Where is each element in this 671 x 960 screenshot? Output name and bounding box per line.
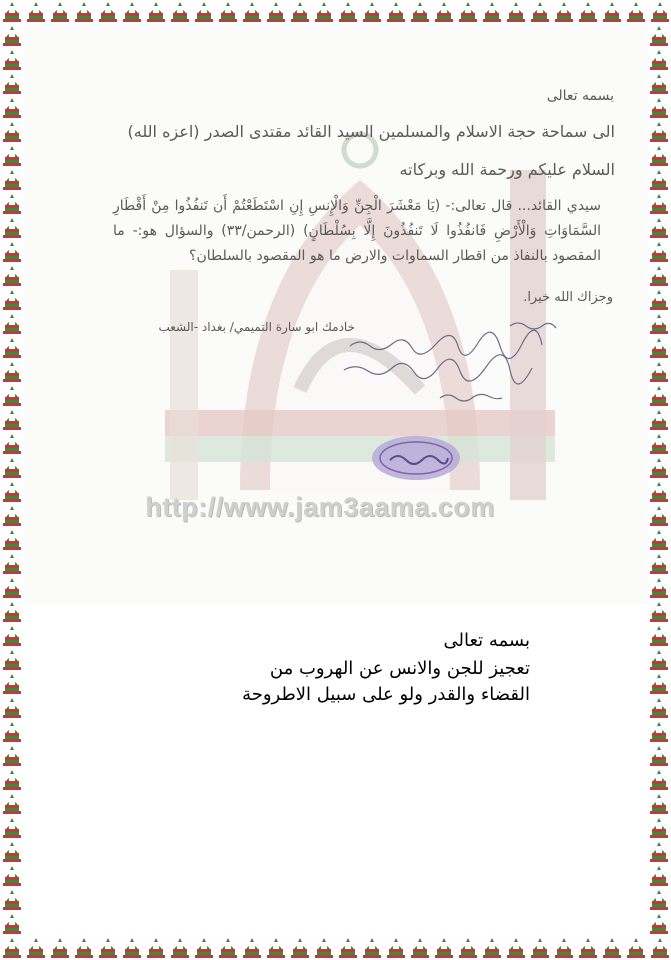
letter-body: سيدي القائد... قال تعالى:- (يَا مَعْشَرَ الْجِنِّ وَالْإِنسِ إِنِ اسْتَطَعْتُمْ أَن تَنفُذُوا مِنْ أَقْطَارِ السَّمَاوَاتِ وَالْأَرْضِ فَانفُذُوا لَا تَنفُذُونَ إِلَّا بِسُلْطَانٍ) (الرحمن/٣٣) والسؤال هو:- ما المقصود بالنفاذ من اقطار السماوات والارض ما هو المقصود بالسلطان؟ (113, 198, 601, 264)
border-right (647, 24, 671, 936)
handwritten-reply (330, 312, 570, 422)
seal-stamp (368, 432, 464, 484)
letter-signature: خادمك ابو سارة التميمي/ بغداد -الشعب (158, 320, 355, 334)
answer-line-2: تعجيز للجن والانس عن الهروب من (269, 658, 530, 679)
border-bottom (0, 936, 671, 960)
border-top (0, 0, 671, 24)
watermark-url: http://www.jam3aama.com (145, 492, 495, 522)
answer-line-1: بسمه تعالى (443, 630, 530, 651)
letter-greeting: السلام عليكم ورحمة الله وبركاته (399, 160, 615, 179)
answer-line-3: القضاء والقدر ولو على سبيل الاطروحة (242, 684, 530, 705)
letter-address: الى سماحة حجة الاسلام والمسلمين السيد القائد مقتدى الصدر (اعزه الله) (127, 122, 615, 141)
letter-bismillah: بسمه تعالى (546, 88, 614, 104)
letter-thanks: وجزاك الله خيرا. (523, 290, 613, 305)
border-left (0, 24, 24, 936)
